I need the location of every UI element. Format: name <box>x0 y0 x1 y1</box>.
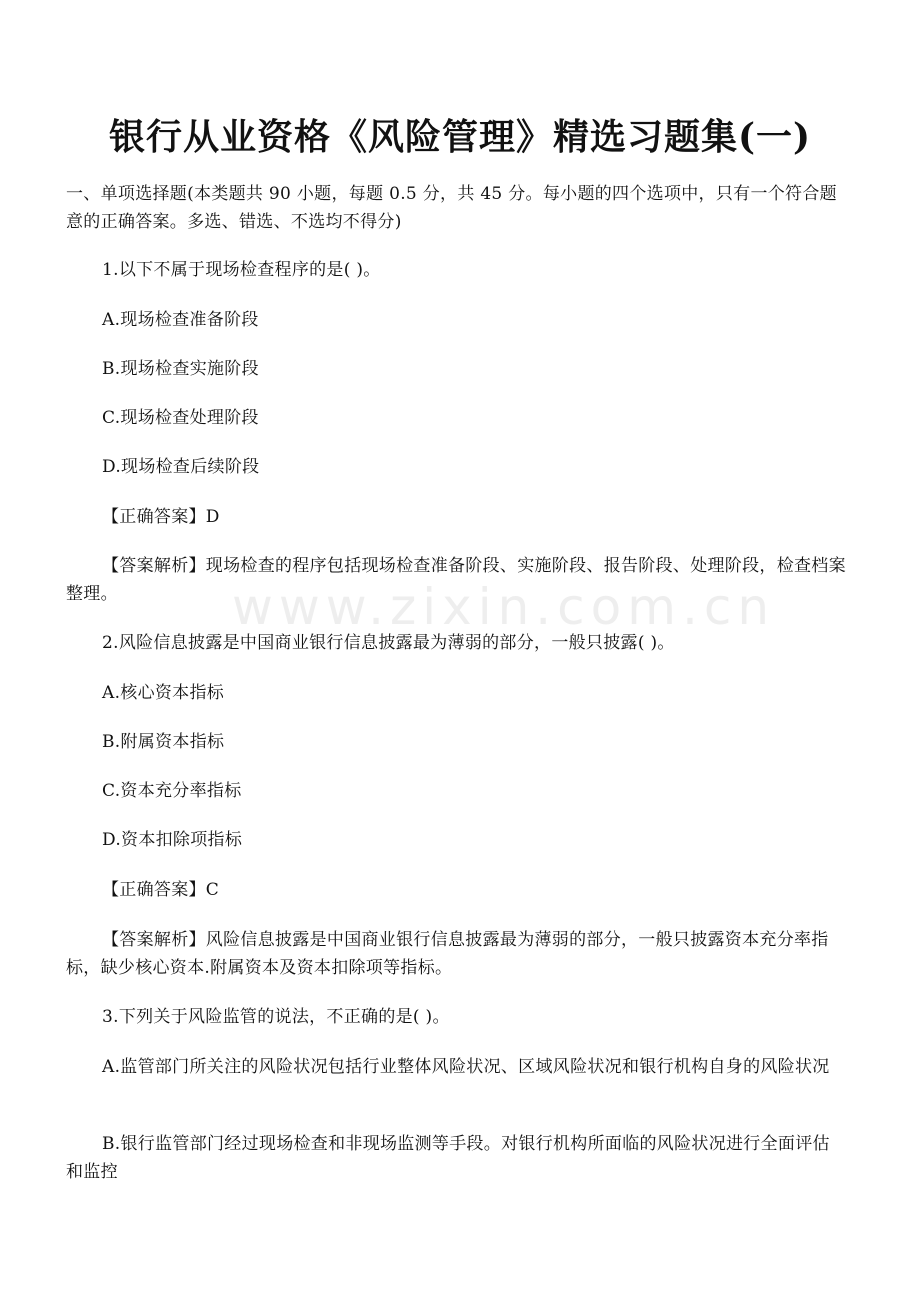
question-1-analysis: 【答案解析】现场检查的程序包括现场检查准备阶段、实施阶段、报告阶段、处理阶段，检查档案整理。 <box>66 556 846 604</box>
question-1-option-c: C.现场检查处理阶段 <box>102 408 259 428</box>
question-2-option-b: B.附属资本指标 <box>102 732 225 752</box>
question-2-answer: 【正确答案】C <box>102 880 220 900</box>
question-1-option-a: A.现场检查准备阶段 <box>102 310 259 330</box>
document-title: 银行从业资格《风险管理》精选习题集(一) <box>108 116 812 158</box>
question-3-option-a: A.监管部门所关注的风险状况包括行业整体风险状况、区域风险状况和银行机构自身的风险状况 <box>102 1057 830 1077</box>
question-2-stem: 2.风险信息披露是中国商业银行信息披露最为薄弱的部分，一般只披露( )。 <box>102 633 675 653</box>
question-3-option-b: B.银行监管部门经过现场检查和非现场监测等手段。对银行机构所面临的风险状况进行全面评估和监控 <box>66 1134 830 1182</box>
question-1-option-b: B.现场检查实施阶段 <box>102 359 259 379</box>
question-2-option-c: C.资本充分率指标 <box>102 781 242 801</box>
question-1-answer: 【正确答案】D <box>102 507 220 527</box>
watermark: www.zixin.com.cn <box>232 578 776 636</box>
section-heading: 一、单项选择题(本类题共 90 小题，每题 0.5 分，共 45 分。每小题的四个选项中，只有一个符合题意的正确答案。多选、错选、不选均不得分) <box>66 184 837 232</box>
question-2-option-d: D.资本扣除项指标 <box>102 830 243 850</box>
question-2-option-a: A.核心资本指标 <box>102 683 225 703</box>
question-1-stem: 1.以下不属于现场检查程序的是( )。 <box>102 260 381 280</box>
question-2-analysis: 【答案解析】风险信息披露是中国商业银行信息披露最为薄弱的部分，一般只披露资本充分率指标，缺少核心资本.附属资本及资本扣除项等指标。 <box>66 930 829 978</box>
question-1-option-d: D.现场检查后续阶段 <box>102 457 260 477</box>
question-3-stem: 3.下列关于风险监管的说法，不正确的是( )。 <box>102 1007 450 1027</box>
